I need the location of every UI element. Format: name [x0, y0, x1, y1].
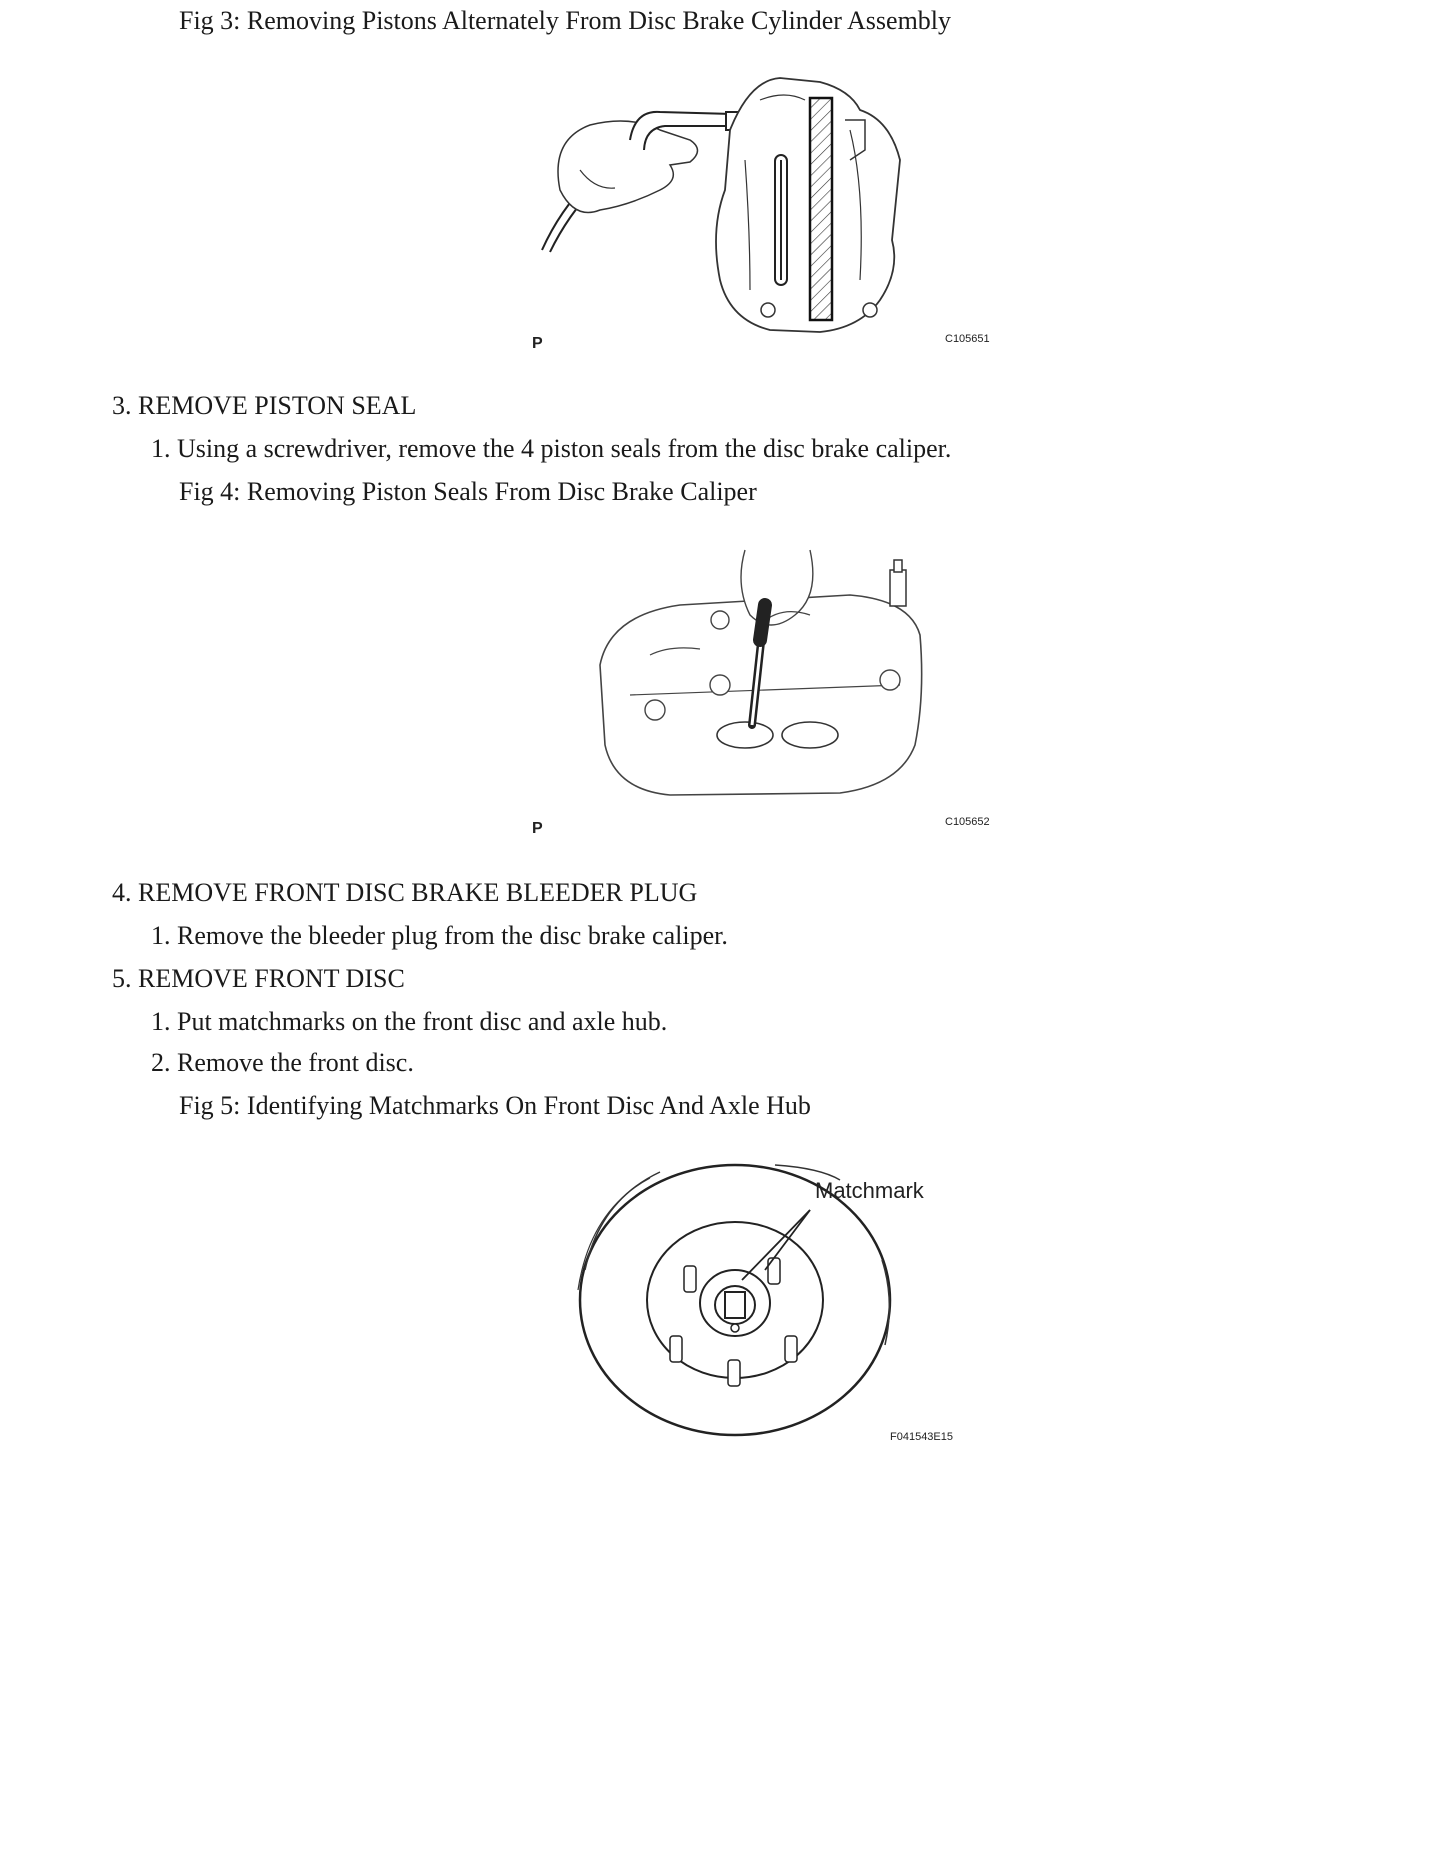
fig5-callout: Matchmark: [815, 1178, 924, 1203]
step5-heading: 5. REMOVE FRONT DISC: [112, 964, 405, 993]
fig3-caption: Fig 3: Removing Pistons Alternately From Disc Brake Cylinder Assembly: [179, 6, 952, 35]
fig4-p-label: P: [532, 820, 543, 835]
fig4-illustration: [520, 545, 1010, 835]
fig5-code: F041543E15: [890, 1431, 953, 1443]
fig4-code: C105652: [945, 816, 990, 828]
fig5-illustration: [560, 1160, 980, 1450]
step3-item-1: 1. Using a screwdriver, remove the 4 piston seals from the disc brake caliper.: [151, 434, 952, 463]
step4-item-1: 1. Remove the bleeder plug from the disc brake caliper.: [151, 921, 728, 950]
fig3-p-label: P: [532, 335, 543, 352]
step4-heading: 4. REMOVE FRONT DISC BRAKE BLEEDER PLUG: [112, 878, 698, 907]
fig3-code: C105651: [945, 333, 990, 345]
step3-heading: 3. REMOVE PISTON SEAL: [112, 391, 417, 420]
fig3-illustration: [520, 70, 1010, 360]
fig4-caption: Fig 4: Removing Piston Seals From Disc Brake Caliper: [179, 477, 757, 506]
step5-item-1: 1. Put matchmarks on the front disc and axle hub.: [151, 1007, 668, 1036]
fig5-caption: Fig 5: Identifying Matchmarks On Front Disc And Axle Hub: [179, 1091, 811, 1120]
step5-item-2: 2. Remove the front disc.: [151, 1048, 414, 1077]
